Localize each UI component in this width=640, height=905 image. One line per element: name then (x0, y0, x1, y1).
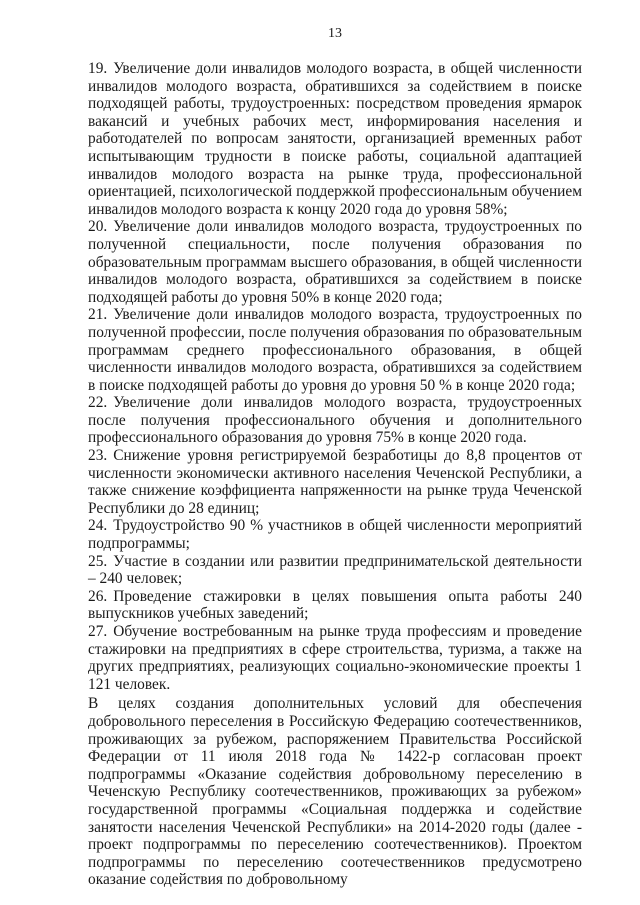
item-number: 19. (88, 60, 108, 77)
item-text: Обучение востребованным на рынке труда профессиям и проведение стажировки на предприятиях в сфере строительства, туризма, а также на других предприятиях, реализующих социально-экономические проекты 1 121 человек. (88, 623, 582, 693)
item-number: 22. (88, 394, 108, 412)
list-item (88, 588, 582, 623)
item-text: Увеличение доли инвалидов молодого возраста, в общей численности инвалидов молодого возраста, обратившихся за содействием в поиске подходящей работы, трудоустроенных: посредством проведения ярмарок вакансий и учебных рабочих мест, информирования населения и работодателей по вопросам занятости, организацией временных работ испытывающим трудности в поиске работы, социальной адаптацией инвалидов молодого возраста на рынке труда, профессиональной ориентацией, психологической поддержкой профессиональным обучением инвалидов молодого возраста к концу 2020 года до уровня 58%; (88, 60, 582, 218)
list-item (88, 60, 582, 218)
item-text: Увеличение доли инвалидов молодого возраста, трудоустроенных по полученной профессии, после получения образования по образовательным программам среднего профессионального образования, в общей численности инвалидов молодого возраста, обратившихся за содействием в поиске подходящей работы до уровня до уровня 50 % в конце 2020 года; (88, 306, 582, 394)
item-number: 27. (88, 623, 108, 640)
numbered-list (88, 60, 582, 693)
item-text: Участие в создании или развитии предпринимательской деятельности – 240 человек; (88, 552, 582, 588)
item-number: 20. (88, 218, 108, 236)
list-item (88, 394, 582, 447)
item-text: Увеличение доли инвалидов молодого возраста, трудоустроенных после получения профессионального обучения и дополнительного профессионального образования до уровня 75% в конце 2020 года. (88, 394, 582, 447)
page-number: 13 (328, 26, 342, 41)
item-number: 23. (88, 447, 108, 465)
item-number: 25. (88, 552, 108, 570)
list-item (88, 553, 582, 588)
item-number: 24. (88, 517, 108, 535)
closing-paragraph: В целях создания дополнительных условий для обеспечения добровольного переселения в Российскую Федерацию соотечественников, проживающих за рубежом, распоряжением Правительства Российской Федерации от 11 июля 2018 года № 1422-р согласован проект подпрограммы «Оказание содействия добровольному переселению в Чеченскую Республику соотечественников, проживающих за рубежом» государственной программы «Социальная поддержка и содействие занятости населения Чеченской Республики» на 2014-2020 годы (далее - проект подпрограммы по переселению соотечественников). Проектом подпрограммы по переселению соотечественников предусмотрено оказание содействия по добровольному (88, 695, 582, 889)
list-item (88, 447, 582, 517)
list-item (88, 517, 582, 552)
item-text: Трудоустройство 90 % участников в общей численности мероприятий подпрограммы; (88, 517, 582, 553)
list-item (88, 623, 582, 693)
item-text: Увеличение доли инвалидов молодого возраста, трудоустроенных по полученной специальности, после получения образования по образовательным программам высшего образования, в общей численности инвалидов молодого возраста, обратившихся за содействием в поиске подходящей работы до уровня 50% в конце 2020 года; (88, 218, 582, 306)
item-number: 21. (88, 306, 108, 324)
item-text: Проведение стажировки в целях повышения опыта работы 240 выпускников учебных заведений; (88, 587, 582, 623)
item-number: 26. (88, 587, 108, 605)
list-item (88, 306, 582, 394)
item-text: Снижение уровня регистрируемой безработицы до 8,8 процентов от численности экономически активного населения Чеченской Республики, а также снижение коэффициента напряженности на рынке труда Чеченской Республики до 28 единиц; (88, 447, 582, 517)
list-item (88, 218, 582, 306)
